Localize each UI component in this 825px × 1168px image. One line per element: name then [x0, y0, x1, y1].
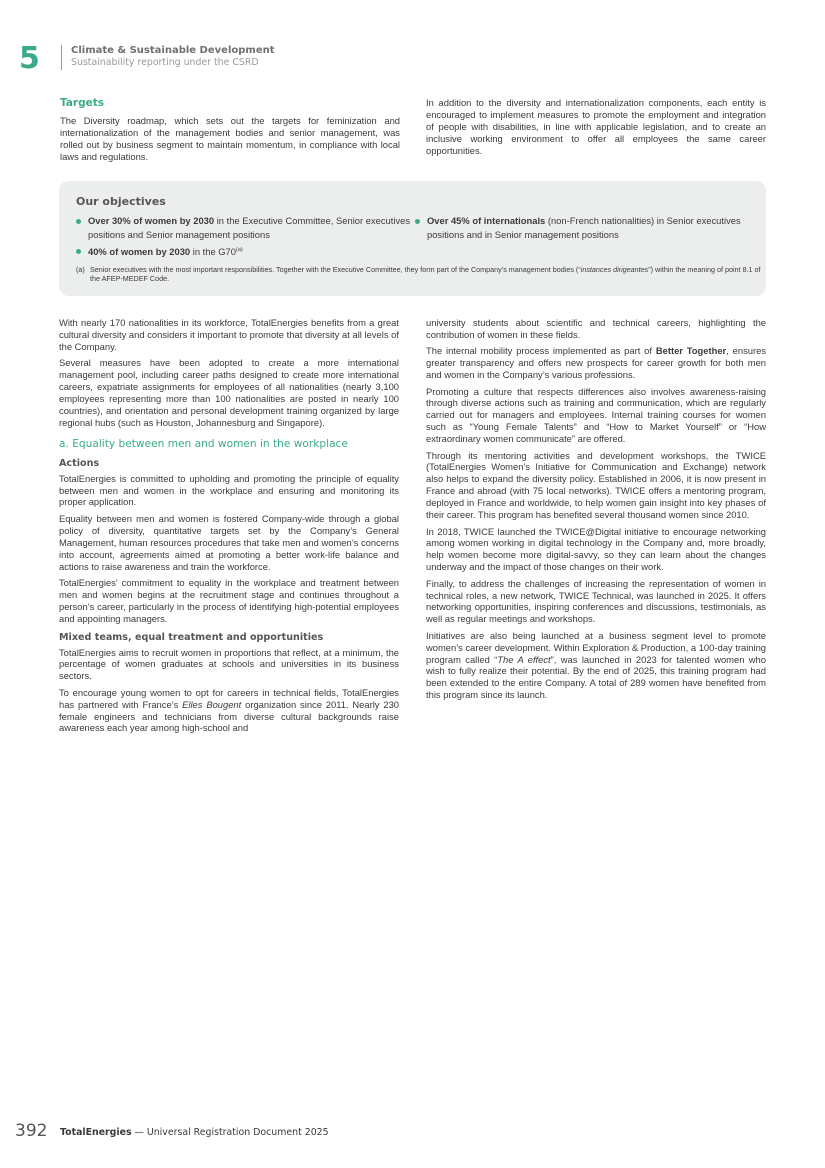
section-heading-equality: a. Equality between men and women in the workplace — [59, 437, 348, 450]
objective-internationals-text: (non-French nationalities) in Senior executives positions and in Senior management positions — [427, 215, 741, 240]
objective-internationals — [415, 214, 765, 241]
paragraph-a-effect — [426, 630, 766, 701]
mixed-teams-heading: Mixed teams, equal treatment and opportunities — [59, 631, 324, 643]
objective-women-g70-bold: 40% of women by 2030 — [88, 246, 191, 258]
footnote-label: (a) — [76, 265, 85, 274]
paragraph-nationalities: With nearly 170 nationalities in its workforce, TotalEnergies benefits from a great cultural diversity and considers it important to promote that diversity at all levels of the Company. — [59, 317, 399, 352]
better-together-text-start: The internal mobility process implemented as part of — [426, 345, 656, 357]
targets-left-column — [60, 97, 400, 167]
paragraph-recruit-women: TotalEnergies aims to recruit women in proportions that reflect, at a minimum, the percentage of women graduates at schools and universities in its business sectors. — [59, 646, 399, 682]
footnote-text-end: ”) within the meaning of point 8.1 of the AFEP-MEDEF Code. — [90, 265, 761, 283]
footnote-marker: (a) — [236, 247, 243, 253]
bullet-dot-icon — [415, 219, 420, 224]
objective-women-g70-text: in the G70 — [190, 246, 236, 258]
elles-bougent-text-start: To encourage young women to opt for careers in technical fields, TotalEnergies has partnered with France’s — [59, 686, 399, 710]
header-divider — [61, 45, 62, 70]
paragraph-international-pool: Several measures have been adopted to create a more international management pool, including career paths designed to create more international careers, expatriate assignments for employees of all nationalities (nearly 3,100 employees representing more than 100 nationalities are posted in nearly 100 countries), and orientation and personal development training organized by large regional hubs (such as Houston, Johannesburg and Singapore). — [59, 357, 399, 428]
a-effect-italic: The A effect — [497, 653, 551, 665]
footer-doc-title: — Universal Registration Document 2025 — [131, 1127, 329, 1138]
elles-bougent-italic: Elles Bougent — [182, 698, 242, 710]
paragraph-commitment: TotalEnergies is committed to upholding and promoting the principle of equality between men and women in the workplace and ensuring and monitoring its proper application. — [59, 472, 399, 508]
objective-women-exec — [76, 214, 426, 241]
objective-women-exec-text: in the Executive Committee, Senior executives positions and Senior management positions — [88, 215, 411, 240]
targets-right-paragraph: In addition to the diversity and internationalization components, each entity is encouraged to implement measures to promote the employment and integration of people with disabilities, in line with applicable legislation, and to create an inclusive working environment to offer all employees the same career opportunities. — [426, 97, 766, 156]
main-right-column — [426, 317, 766, 706]
elles-bougent-text-end: organization since 2011. Nearly 230 female engineers and technicians from diverse cultural backgrounds raise awareness each year among high-school and — [59, 698, 399, 734]
targets-left-paragraph: The Diversity roadmap, which sets out the targets for feminization and internationalization of the management bodies and senior management, was rolled out by business segment to maintain momentum, in compliance with local laws and regulations. — [60, 115, 400, 162]
paragraph-better-together — [426, 345, 766, 381]
chapter-subtitle: Sustainability reporting under the CSRD — [71, 57, 259, 68]
better-together-text-end: , ensures greater transparency and offers new prospects for career growth for both men and women in the Company’s various professions. — [426, 345, 767, 381]
paragraph-elles-bougent — [59, 687, 399, 735]
objectives-title: Our objectives — [76, 195, 166, 208]
objective-women-g70 — [76, 244, 426, 259]
objective-women-exec-bold: Over 30% of women by 2030 — [88, 215, 215, 226]
objective-internationals-bold: Over 45% of internationals — [427, 215, 546, 226]
footnote-text-start: Senior executives with the most important responsibilities. Together with the Executive Committee, they form part of the Company’s management bodies (“ — [90, 265, 581, 274]
paragraph-university-students: university students about scientific and technical careers, highlighting the contribution of women in these fields. — [426, 317, 766, 340]
actions-heading: Actions — [59, 457, 100, 469]
paragraph-twice-digital: In 2018, TWICE launched the TWICE@Digital initiative to encourage networking among women working in digital technology in the Company and, more broadly, help women become more digital-savvy, so they can learn about the changes underway and the impact of those changes on their work. — [426, 525, 766, 573]
targets-right-column — [426, 97, 766, 161]
chapter-number: 5 — [19, 41, 40, 76]
paragraph-recruitment: TotalEnergies’ commitment to equality in the workplace and treatment between men and women begins at the recruitment stage and continues throughout a person’s career, particularly in the process of identifying high-potential employees and appointing managers. — [59, 576, 399, 624]
objectives-footnote — [76, 265, 770, 283]
footnote-italic: instances dirigeantes — [580, 265, 649, 274]
main-left-column — [59, 317, 399, 739]
a-effect-text-end: ”, was launched in 2023 for talented women who wish to fully realize their potential. By the end of 2025, this training program had been extended to the entire Company. A total of 289 women have benefited from this program since its launch. — [426, 653, 766, 701]
paragraph-equality-policy: Equality between men and women is fostered Company-wide through a global policy of diversity, quantitative targets set by the Company’s General Management, human resources procedures that take men and women’s concerns into account, agreements aimed at promoting a better work-life balance and actions to raise awareness and train the workforce. — [59, 512, 399, 572]
objectives-box — [59, 181, 766, 296]
bullet-dot-icon — [76, 249, 81, 254]
better-together-bold: Better Together — [655, 345, 727, 357]
paragraph-twice: Through its mentoring activities and development workshops, the TWICE (TotalEnergies Women’s Initiative for Communication and Exchange) network also helps to expand the diversity policy. Established in 2006, it is now present in France and abroad (with 75 local networks). TWICE offers a mentoring program, deployed in France and worldwide, to help women gain insight into key phases of their career. This program has benefited several thousand women since 2010. — [426, 449, 766, 521]
paragraph-twice-technical: Finally, to address the challenges of increasing the representation of women in technical roles, a new network, TWICE Technical, was launched in 2025. It offers networking opportunities, inspiring conferences and discussions, testimonials, as well as regular meetings and workshops. — [426, 577, 766, 625]
footer-title — [60, 1127, 329, 1138]
page-number: 392 — [15, 1121, 48, 1141]
chapter-title: Climate & Sustainable Development — [71, 45, 275, 56]
targets-heading: Targets — [60, 97, 104, 109]
paragraph-culture: Promoting a culture that respects differences also involves awareness-raising through diverse actions such as training and communication, which are regularly carried out for managers and employees. Internal training courses for women such as “Young Female Talents” and “How to Market Yourself” or “How extraordinary women communicate” are offered. — [426, 385, 766, 445]
a-effect-text-start: Initiatives are also being launched at a business segment level to promote women’s career development. Within Exploration & Production, a 100-day training program called “ — [426, 629, 766, 665]
bullet-dot-icon — [76, 219, 81, 224]
footer-company: TotalEnergies — [60, 1127, 132, 1138]
